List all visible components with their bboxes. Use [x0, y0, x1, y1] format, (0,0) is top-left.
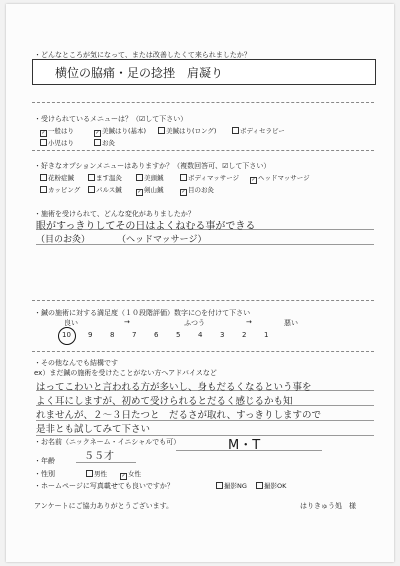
- q4-answer-line: （目のお灸） （ヘッドマッサージ）: [36, 235, 207, 245]
- scale-word: ふつう: [184, 319, 205, 327]
- checkbox-icon: ✓: [137, 189, 142, 195]
- divider: [32, 150, 374, 151]
- checkbox-icon: [180, 174, 187, 181]
- scale-word: 良い: [64, 319, 78, 327]
- checkbox-icon: [40, 139, 47, 146]
- scale-number[interactable]: 7: [132, 331, 137, 339]
- checkbox-icon: ✓: [251, 177, 256, 183]
- q3-option[interactable]: パルス鍼: [88, 185, 122, 194]
- q3-option[interactable]: ✓ ヘッドマッサージ: [251, 174, 310, 183]
- photo-label: ・ホームページに写真載せても良いですか？: [34, 482, 174, 490]
- q2-option[interactable]: お灸: [94, 138, 115, 147]
- checkbox-icon: [158, 127, 165, 134]
- photo-option-ok[interactable]: 撮影OK: [256, 481, 286, 490]
- scale-number[interactable]: 4: [198, 331, 203, 339]
- checkbox-icon: [40, 186, 47, 193]
- selected-circle-icon: [58, 327, 76, 345]
- checkbox-icon: [88, 174, 95, 181]
- scale-word: →: [246, 318, 252, 326]
- checkbox-icon: [40, 174, 47, 181]
- checkbox-icon: [256, 482, 263, 489]
- checkbox-icon: ✓: [41, 130, 46, 136]
- q4-label: ・施術を受けられて、どんな変化がありましたか？: [34, 210, 195, 218]
- q1-answer-box: [32, 59, 376, 85]
- q6-label: ・その他なんでも結構です: [34, 359, 118, 367]
- q2-option[interactable]: ✓ 一般はり: [41, 127, 74, 136]
- checkbox-icon: [232, 127, 239, 134]
- age-label: ・年齢: [34, 457, 55, 465]
- photo-option-ng[interactable]: 撮影NG: [216, 481, 247, 490]
- clinic-name: はりきゅう処 様: [300, 502, 356, 510]
- q3-label: ・好きなオプションメニューはありますか？（複数回答可、☑して下さい）: [34, 162, 271, 170]
- name-value: M・T: [228, 438, 261, 453]
- scale-number[interactable]: 2: [242, 331, 247, 339]
- q1-label: ・どんなところが気になって、または改善したくて来られましたか？: [34, 51, 251, 59]
- q2-option[interactable]: ボディセラピー: [232, 126, 285, 135]
- checkbox-icon: [86, 470, 93, 477]
- q3-option[interactable]: 美頭鍼: [136, 173, 164, 182]
- q3-option[interactable]: ✓ 剣山鍼: [137, 186, 164, 195]
- scale-number[interactable]: 9: [88, 331, 93, 339]
- q3-option[interactable]: 花粉症鍼: [40, 173, 74, 182]
- scale-number[interactable]: 3: [220, 331, 225, 339]
- q2-option[interactable]: 美鍼はり(ロング): [158, 126, 216, 135]
- q2-option[interactable]: ✓ 美鍼はり(基本): [95, 127, 147, 136]
- q2-option[interactable]: 小児はり: [40, 138, 74, 147]
- divider: [32, 102, 374, 103]
- q3-option[interactable]: カッピング: [40, 185, 80, 194]
- scale-number[interactable]: 5: [176, 331, 181, 339]
- name-underline: [176, 450, 322, 451]
- name-label: ・お名前（ニックネーム・イニシャルでも可）: [34, 438, 181, 446]
- checkbox-icon: ✓: [95, 130, 100, 136]
- checkbox-icon: [94, 139, 101, 146]
- checkbox-icon: ✓: [121, 473, 126, 479]
- q6-answer-line: はってこわいと言われる方が多いし、身もだるくなるという事を: [36, 382, 312, 393]
- q3-option[interactable]: ボディマッサージ: [180, 173, 239, 182]
- scale-number[interactable]: 8: [110, 331, 115, 339]
- q1-answer: 横位の脇痛・足の捻挫 肩凝り: [55, 66, 224, 80]
- scale-number[interactable]: 6: [154, 331, 159, 339]
- q2-label: ・受けられているメニューは？（☑して下さい）: [34, 115, 188, 123]
- gender-option-female[interactable]: ✓ 女性: [121, 470, 141, 479]
- age-underline: [76, 462, 136, 463]
- questionnaire-sheet: [6, 4, 394, 562]
- checkbox-icon: [88, 186, 95, 193]
- q6-sub-label: ex）まだ鍼の施術を受けたことがない方へアドバイスなど: [34, 369, 217, 377]
- q3-option[interactable]: ます温灸: [88, 173, 122, 182]
- gender-option-male[interactable]: 男性: [86, 469, 107, 478]
- divider: [32, 300, 374, 301]
- q6-answer-line: よく耳にしますが、初めて受けられるとだるく感じるかも知: [36, 396, 293, 407]
- q3-option[interactable]: ✓ 目のお灸: [181, 186, 214, 195]
- thanks-text: アンケートにご協力ありがとうございます。: [34, 502, 174, 510]
- scale-word: →: [124, 318, 130, 326]
- q6-answer-line: れませんが、２〜３日たつと だるさが取れ、すっきりしますので: [36, 410, 322, 421]
- scale-number-selected[interactable]: 10: [62, 331, 71, 339]
- age-value: ５５才: [84, 451, 114, 462]
- checkbox-icon: ✓: [181, 189, 186, 195]
- q6-answer-line: 是非とも試してみて下さい: [36, 424, 151, 435]
- q4-answer-line: 眼がすっきりしてその日はよくねむる事ができる: [36, 221, 256, 232]
- q5-label: ・鍼の施術に対する満足度（１０段階評価）数字に○を付けて下さい: [34, 309, 251, 317]
- divider: [32, 351, 374, 352]
- gender-label: ・性別: [34, 470, 55, 478]
- scale-number[interactable]: 1: [264, 331, 269, 339]
- checkbox-icon: [216, 482, 223, 489]
- checkbox-icon: [136, 174, 143, 181]
- scale-word: 悪い: [284, 319, 298, 327]
